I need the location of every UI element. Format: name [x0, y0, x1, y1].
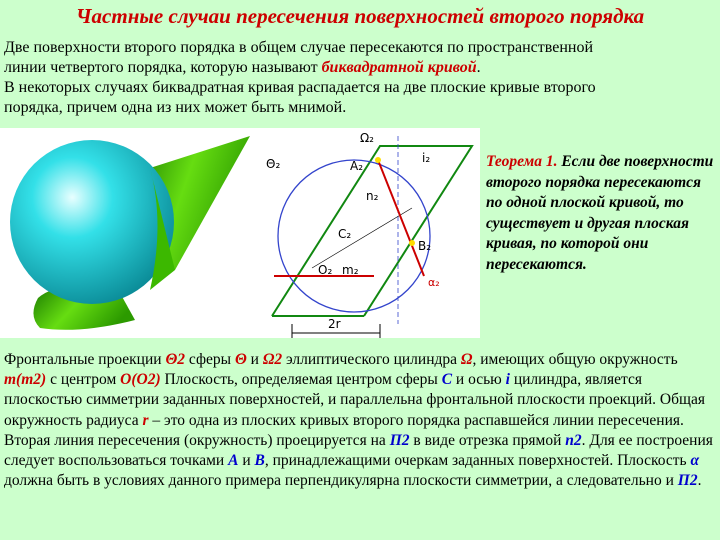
- projection-drawing: [262, 128, 480, 338]
- body-term: П2: [389, 431, 410, 449]
- body-text: цилиндра, является плоскостью симметрии заданных поверхностей, и параллельна фронтальной плоскости проекций. Общая окружность радиуса: [4, 371, 705, 429]
- label-theta2: Θ₂: [266, 157, 281, 171]
- body-text: .: [697, 472, 702, 490]
- body-text: сферы: [185, 351, 235, 368]
- body-text: и: [246, 351, 263, 368]
- body-term: r: [142, 411, 149, 429]
- intro-paragraph: [4, 38, 716, 118]
- body-text: Фронтальные проекции: [4, 351, 166, 368]
- body-term: Ω2: [262, 351, 283, 368]
- body-term: C: [441, 371, 453, 389]
- label-omega2: Ω₂: [360, 131, 374, 145]
- body-term: α: [690, 452, 700, 470]
- body-term: Ω: [460, 351, 473, 368]
- theorem-heading: Теорема 1.: [486, 153, 558, 170]
- label-a2: A₂: [350, 159, 364, 173]
- projection-diagram: [262, 128, 480, 338]
- body-term: П2: [677, 472, 698, 490]
- theorem-block: [486, 152, 718, 276]
- cylinder-contour: [272, 146, 472, 316]
- intro-line: Две поверхности второго порядка в общем случае пересекаются по пространственной: [4, 39, 593, 56]
- axis-i-line: [312, 208, 412, 268]
- body-term: m(m2): [4, 371, 47, 389]
- label-i2: i₂: [422, 151, 431, 165]
- body-term: O(O2): [120, 371, 161, 389]
- label-n2: n₂: [366, 189, 379, 203]
- intro-line: [4, 58, 716, 78]
- theorem-text: Если две поверхности второго порядка пересекаются по одной плоской кривой, то существует и другая плоская кривая, по которой они пересекаются.: [486, 153, 714, 273]
- body-text: и: [238, 452, 255, 470]
- explanation-paragraph: [4, 350, 716, 491]
- intro-line: порядка, причем одна из них может быть мнимой.: [4, 99, 347, 116]
- body-text: , принадлежащими очеркам заданных поверхностей. Плоскость: [264, 452, 691, 470]
- body-term: i: [505, 371, 510, 389]
- body-text: эллиптического цилиндра: [282, 351, 461, 368]
- body-term: Θ: [234, 351, 247, 368]
- intro-text: линии четвертого порядка, которую называют: [4, 59, 322, 76]
- body-text: Плоскость, определяемая центром сферы: [160, 371, 442, 389]
- sphere-cylinder-picture: [0, 128, 262, 338]
- body-text: в виде отрезка прямой: [409, 431, 566, 449]
- label-alpha2: α₂: [428, 276, 440, 289]
- body-text: должна быть в условиях данного примера перпендикулярна плоскости симметрии, а следовательно и: [4, 472, 678, 490]
- point-a: [375, 157, 381, 163]
- label-o2: O₂: [318, 263, 333, 277]
- label-b2: B₂: [418, 239, 432, 253]
- body-term: A: [228, 452, 239, 470]
- point-b: [409, 240, 415, 246]
- body-text: и осью: [452, 371, 506, 389]
- intro-line: В некоторых случаях биквадратная кривая распадается на две плоские кривые второго: [4, 79, 596, 96]
- label-2r: 2r: [328, 317, 341, 331]
- surfaces-illustration: [0, 128, 262, 338]
- body-text: . Для ее построения следует воспользоваться точками: [4, 431, 713, 470]
- intro-text: .: [476, 59, 481, 76]
- term-biquadratic: биквадратной кривой: [321, 59, 477, 76]
- body-term: Θ2: [165, 351, 186, 368]
- body-text: с центром: [46, 371, 121, 389]
- body-term: n2: [565, 431, 582, 449]
- label-m2: m₂: [342, 263, 359, 277]
- sphere-shape: [10, 140, 174, 304]
- page-title: Частные случаи пересечения поверхностей второго порядка: [75, 4, 645, 28]
- body-text: – это одна из плоских кривых второго порядка распавшейся линии пересечения. Вторая линия пересечения (окружность) проецируется на: [4, 411, 684, 449]
- body-text: , имеющих общую окружность: [472, 351, 678, 368]
- label-c2: C₂: [338, 227, 352, 241]
- body-term: B: [254, 452, 265, 470]
